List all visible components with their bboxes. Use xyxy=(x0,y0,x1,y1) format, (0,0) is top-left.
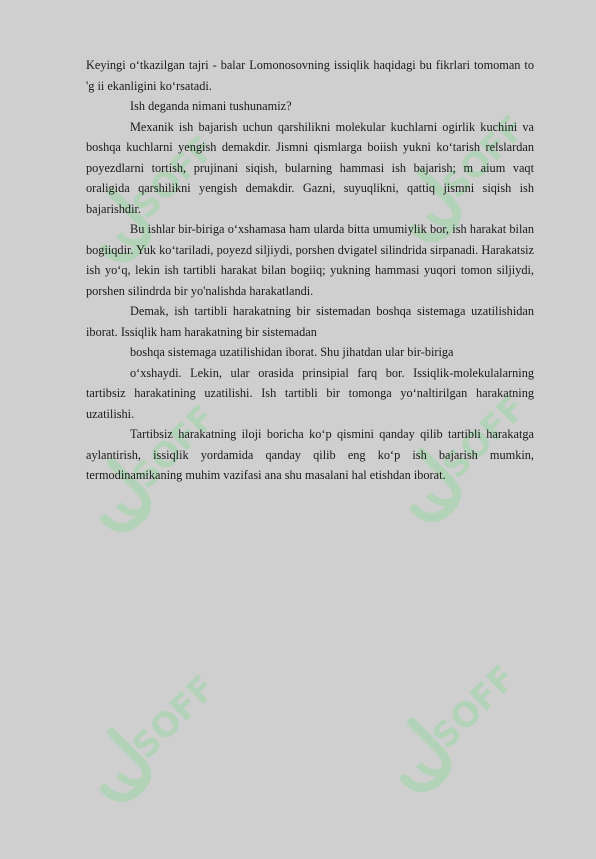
paragraph-8: Tartibsiz harakatning iloji boricha ko‘p qismini qanday qilib tartibli harakatga aylantirish, issiqlik yordamida qanday qilib eng ko‘p ish bajarish mumkin, termodinamikaning muhim vazifasi ana shu masalani hal etishdan iborat. xyxy=(86,427,534,482)
soff-watermark xyxy=(323,606,567,850)
document-body xyxy=(86,55,534,486)
watermark-text: SOFF xyxy=(434,387,534,487)
watermark-text: SOFF xyxy=(434,107,534,207)
paragraph-7: o‘xshaydi. Lekin, ular orasida prinsipial farq bor. Issiqlik-molekulalarning tartibsiz harakatining uzatilishi. Ish tartibli bir tomonga yo‘naltirilgan harakatning uzatilishi. xyxy=(86,365,534,421)
paragraph-4: Bu ishlar bir-biriga o‘xshamasa ham ularda bitta umumiylik bor, ish harakat bilan bogiiqdir. Yuk ko‘tariladi, poyezd siljiydi, porshen dvigatel silindrida sirpanadi. Harakatsiz ish yo‘q, lekin ish tartibli harakat bilan bogiiq; yukning hammasi yuqori tomon siljiydi, porshen silindrda bir yo'nalishda harakatlandi. xyxy=(86,222,534,298)
paragraph-2: Ish deganda nimani tushunamiz? xyxy=(130,99,292,113)
watermark-text: SOFF xyxy=(424,657,524,757)
soff-watermark xyxy=(23,616,267,859)
paragraph-1: Keyingi o‘tkazilgan tajri - balar Lomonosovning issiqlik haqidagi bu fikrlari tomoman to 'g ii ekanligini ko‘rsatadi. xyxy=(86,58,534,93)
paragraph-5: Demak, ish tartibli harakatning bir sistemadan boshqa sistemaga uzatilishidan iborat. Issiqlik ham harakatning bir sistemadan xyxy=(86,304,534,339)
watermark-text: SOFF xyxy=(124,667,224,767)
paragraph-6: boshqa sistemaga uzatilishidan iborat. Shu jihatdan ular bir-biriga xyxy=(130,345,454,359)
watermark-text: SOFF xyxy=(124,127,224,227)
paragraph-3: Mexanik ish bajarish uchun qarshilikni molekular kuchlarni ogirlik kuchini va boshqa kuchlarni yengish demakdir. Jismni qismlarga boiish yukni ko‘tarish relslardan poyezdlarni tortish, prujinani siqish, bularning hammasi ish bajarish; m aium vaqt oraligida qarshilikni yengish demakdir. Gazni, suyuqlikni, qattiq jismni siqish ish bajarishdir. xyxy=(86,119,534,216)
watermark-text: SOFF xyxy=(124,397,224,497)
